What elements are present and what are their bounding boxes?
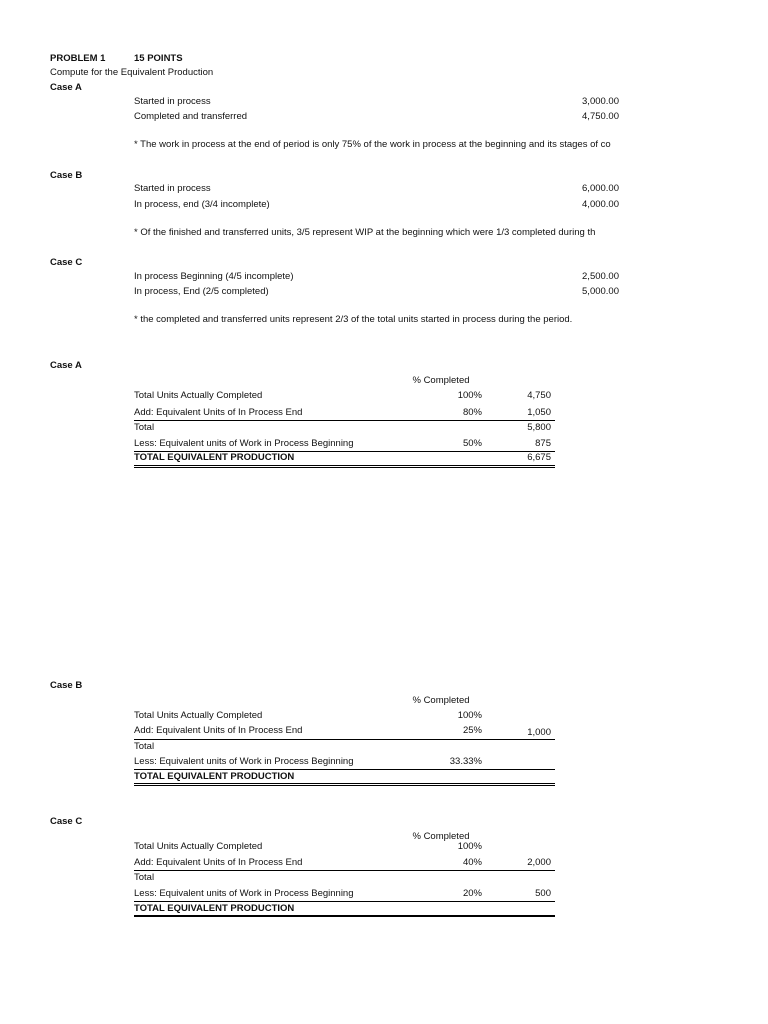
given-a-note: * The work in process at the end of period is only 75% of the work in process at the beginning and its stages of co [134,139,611,150]
case-c-total-label: TOTAL EQUIVALENT PRODUCTION [134,903,295,914]
case-b-double-rule [134,783,555,786]
case-b-row-1-pct: 100% [457,710,482,721]
case-b-row-2-label: Add: Equivalent Units of In Process End [134,725,303,736]
case-b-pct-header: % Completed [412,695,470,706]
case-a-row-1-pct: 100% [457,390,482,401]
given-a-row-1-value: 3,000.00 [582,96,619,107]
case-a-total-units: 6,675 [527,452,551,463]
given-c-row-2-label: In process, End (2/5 completed) [134,286,269,297]
case-a-row-1-label: Total Units Actually Completed [134,390,263,401]
given-c-row-1-label: In process Beginning (4/5 incomplete) [134,271,294,282]
case-c-row-1-label: Total Units Actually Completed [134,841,263,852]
case-c-row-2-units: 2,000 [527,857,551,868]
given-c-row-1-value: 2,500.00 [582,271,619,282]
given-b-note: * Of the finished and transferred units, 3/5 represent WIP at the beginning which were 1/3 completed during th [134,227,596,238]
case-a-solution-label: Case A [50,360,82,371]
given-b-row-1-value: 6,000.00 [582,183,619,194]
case-c-row-2-pct: 40% [462,857,482,868]
case-a-row-4-label: Less: Equivalent units of Work in Process Beginning [134,438,354,449]
given-a-row-2-label: Completed and transferred [134,111,248,122]
case-b-row-2-units: 1,000 [527,727,551,738]
case-c-solution-label: Case C [50,816,83,827]
case-a-double-rule [134,465,555,468]
case-c-row-4-pct: 20% [462,888,482,899]
case-a-row-4-units: 875 [535,438,551,449]
instruction-text: Compute for the Equivalent Production [50,67,214,78]
given-b-row-2-value: 4,000.00 [582,199,619,210]
case-a-row-1-units: 4,750 [527,390,551,401]
case-b-given-label: Case B [50,170,83,181]
given-c-row-2-value: 5,000.00 [582,286,619,297]
case-b-solution-label: Case B [50,680,83,691]
case-b-rule-2 [134,769,555,770]
given-a-row-2-value: 4,750.00 [582,111,619,122]
case-c-rule-1 [134,870,555,871]
case-b-row-1-label: Total Units Actually Completed [134,710,263,721]
given-b-row-1-label: Started in process [134,183,211,194]
case-b-row-4-label: Less: Equivalent units of Work in Process Beginning [134,756,354,767]
case-c-row-3-label: Total [134,872,155,883]
case-a-given-label: Case A [50,82,82,93]
case-c-pct-header: % Completed [412,831,470,842]
case-c-bottom-rule [134,915,555,917]
case-b-total-label: TOTAL EQUIVALENT PRODUCTION [134,771,295,782]
case-a-row-3-units: 5,800 [527,422,551,433]
case-a-row-3-label: Total [134,422,155,433]
case-a-row-2-label: Add: Equivalent Units of In Process End [134,407,303,418]
case-a-row-2-pct: 80% [462,407,482,418]
case-c-row-4-units: 500 [535,888,551,899]
case-a-row-2-units: 1,050 [527,407,551,418]
case-b-row-4-pct: 33.33% [449,756,482,767]
case-a-total-label: TOTAL EQUIVALENT PRODUCTION [134,452,295,463]
given-a-row-1-label: Started in process [134,96,211,107]
case-a-pct-header: % Completed [412,375,470,386]
points-label: 15 POINTS [134,53,183,64]
case-a-row-4-pct: 50% [462,438,482,449]
given-b-row-2-label: In process, end (3/4 incomplete) [134,199,270,210]
case-c-rule-2 [134,901,555,902]
case-b-rule-1 [134,739,555,740]
case-c-row-2-label: Add: Equivalent Units of In Process End [134,857,303,868]
case-c-given-label: Case C [50,257,83,268]
case-b-row-2-pct: 25% [462,725,482,736]
case-a-rule-1 [134,420,555,421]
case-c-row-1-pct: 100% [457,841,482,852]
case-c-row-4-label: Less: Equivalent units of Work in Process Beginning [134,888,354,899]
problem-label: PROBLEM 1 [50,53,106,64]
given-c-note: * the completed and transferred units represent 2/3 of the total units started in process during the period. [134,314,573,325]
case-b-row-3-label: Total [134,741,155,752]
